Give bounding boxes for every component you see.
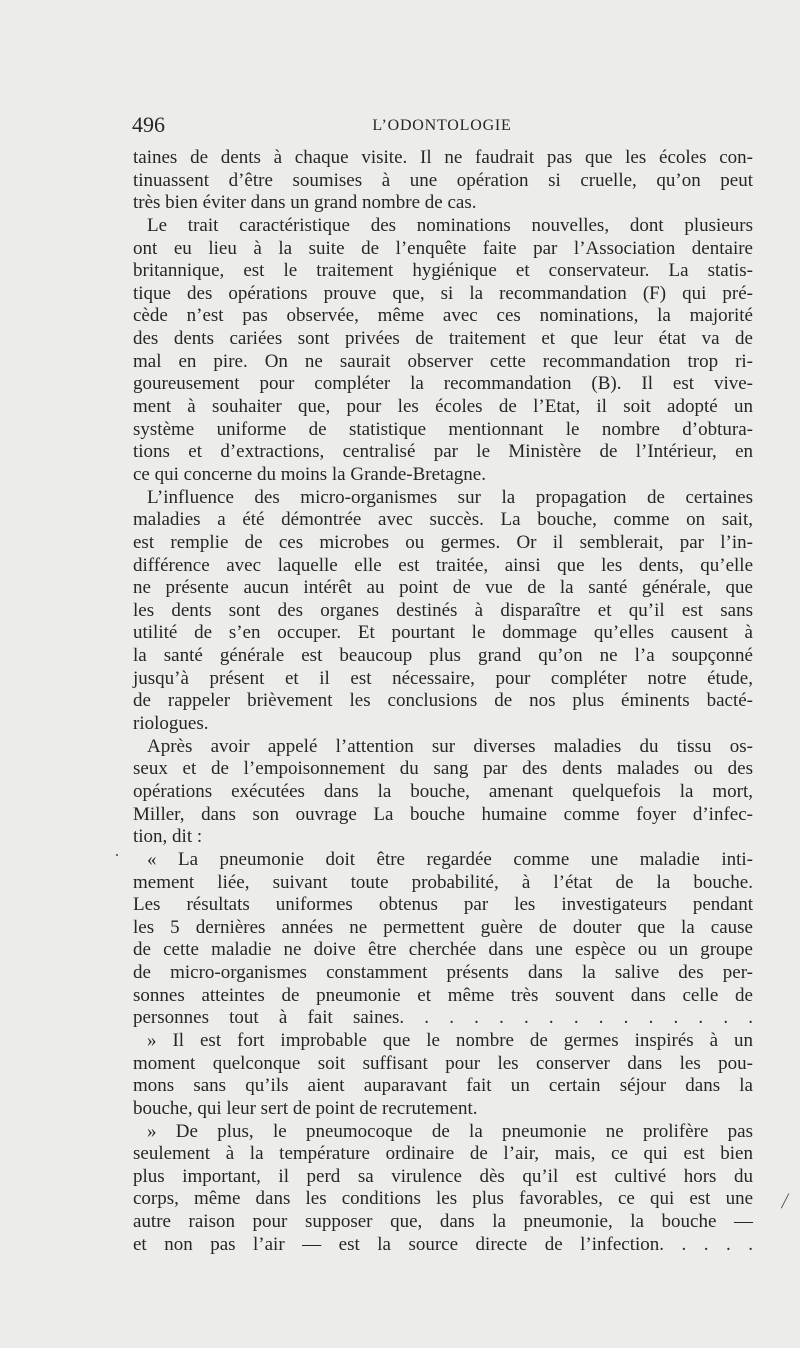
text-line: goureusement pour compléter la recommandation (B). Il est vive- [133, 373, 753, 395]
margin-mark-left: · [114, 845, 120, 865]
text-line: cède n’est pas observée, même avec ces nominations, la majorité [133, 305, 753, 327]
text-line: Miller, dans son ouvrage La bouche humaine comme foyer d’infec- [133, 803, 753, 825]
page-number: 496 [132, 112, 165, 137]
text-line: » Il est fort improbable que le nombre de germes inspirés à un [147, 1029, 753, 1051]
text-line: britannique, est le traitement hygiénique et conservateur. La statis- [133, 260, 753, 282]
text-line: tions et d’extractions, centralisé par le Ministère de l’Intérieur, en [133, 441, 753, 463]
text-line: mons sans qu’ils aient auparavant fait un certain séjour dans la [133, 1075, 753, 1097]
text-line: les 5 dernières années ne permettent guère de douter que la cause [133, 916, 753, 938]
text-line: la santé générale est beaucoup plus grand qu’on ne l’a soupçonné [133, 645, 753, 667]
text-line: riologues. [133, 713, 209, 735]
text-line: tique des opérations prouve que, si la recommandation (F) qui pré- [133, 282, 753, 304]
text-line: Le trait caractéristique des nominations nouvelles, dont plusieurs [147, 214, 753, 236]
text-line: bouche, qui leur sert de point de recrutement. [133, 1097, 478, 1119]
text-line: mal en pire. On ne saurait observer cette recommandation trop ri- [133, 350, 753, 372]
text-line: « La pneumonie doit être regardée comme une maladie inti- [147, 848, 753, 870]
text-line: système uniforme de statistique mentionnant le nombre d’obtura- [133, 418, 753, 440]
text-line: plus important, il perd sa virulence dès qu’il est cultivé hors du [133, 1165, 753, 1187]
text-line: est remplie de ces microbes ou germes. Or il semblerait, par l’in- [133, 531, 753, 553]
text-line: jusqu’à présent et il est nécessaire, pour compléter notre étude, [133, 667, 753, 689]
text-line: autre raison pour supposer que, dans la pneumonie, la bouche — [133, 1211, 753, 1233]
body-text [133, 147, 753, 1256]
text-line: opérations exécutées dans la bouche, amenant quelquefois la mort, [133, 780, 753, 802]
text-line: moment quelconque soit suffisant pour les conserver dans les pou- [133, 1052, 753, 1074]
text-line: de micro-organismes constamment présents dans la salive des per- [133, 962, 753, 984]
text-line: tion, dit : [133, 826, 203, 848]
margin-mark-right: / [779, 1188, 791, 1213]
text-line: ment à souhaiter que, pour les écoles de l’Etat, il soit adopté un [133, 396, 753, 418]
text-line: ont eu lieu à la suite de l’enquête faite par l’Association dentaire [133, 237, 753, 259]
text-line: de rappeler brièvement les conclusions de nos plus éminents bacté- [133, 690, 753, 712]
text-line: ce qui concerne du moins la Grande-Bretagne. [133, 463, 486, 485]
text-line: taines de dents à chaque visite. Il ne faudrait pas que les écoles con- [133, 147, 753, 168]
text-line: de cette maladie ne doive être cherchée dans une espèce ou un groupe [133, 939, 753, 961]
page-header [132, 111, 752, 141]
text-line: des dents cariées sont privées de traitement et que leur état va de [133, 328, 753, 350]
text-line: sonnes atteintes de pneumonie et même très souvent dans celle de [133, 984, 753, 1006]
text-line: les dents sont des organes destinés à disparaître et qu’il est sans [133, 599, 753, 621]
text-line: seux et de l’empoisonnement du sang par des dents malades ou des [133, 758, 753, 780]
text-line: mement liée, suivant toute probabilité, à l’état de la bouche. [133, 871, 753, 893]
text-line: utilité de s’en occuper. Et pourtant le dommage qu’elles causent à [133, 622, 753, 644]
text-line: » De plus, le pneumocoque de la pneumonie ne prolifère pas [147, 1120, 753, 1142]
text-line: ne présente aucun intérêt au point de vue de la santé générale, que [133, 577, 753, 599]
text-line: personnes tout à fait saines. . . . . . . . . . . . . . . [133, 1007, 753, 1029]
text-line: corps, même dans les conditions les plus favorables, ce qui est une [133, 1188, 753, 1210]
text-line: Après avoir appelé l’attention sur diverses maladies du tissu os- [147, 735, 753, 757]
running-head: L’ODONTOLOGIE [372, 117, 512, 134]
text-line: différence avec laquelle elle est traitée, ainsi que les dents, qu’elle [133, 554, 753, 576]
text-line: Les résultats uniformes obtenus par les investigateurs pendant [133, 894, 753, 916]
text-line: seulement à la température ordinaire de l’air, mais, ce qui est bien [133, 1143, 753, 1165]
text-line: et non pas l’air — est la source directe de l’infection. . . . . [133, 1233, 753, 1255]
text-line: L’influence des micro-organismes sur la propagation de certaines [147, 486, 753, 508]
text-line: très bien éviter dans un grand nombre de cas. [133, 192, 477, 214]
text-line: tinuassent d’être soumises à une opération si cruelle, qu’on peut [133, 169, 753, 191]
text-line: maladies a été démontrée avec succès. La bouche, comme on sait, [133, 509, 753, 531]
